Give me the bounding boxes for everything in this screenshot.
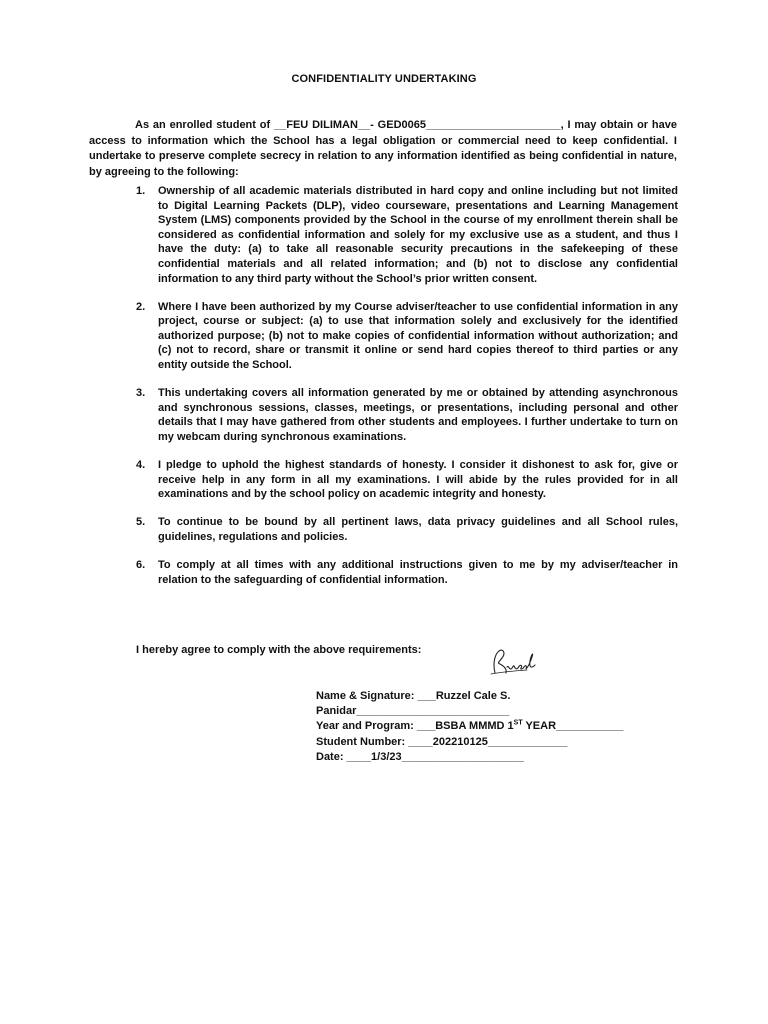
intro-paragraph: As an enrolled student of __FEU DILIMAN__- GED0065______________________, I may obtain or have access to information which the School has a legal obligation or commercial need to keep confidential. I undertake to preserve complete secrecy in relation to any information identified as being confidential in nature, by agreeing to the following: xyxy=(89,119,677,178)
date-line: Date: ____1/3/23____________________ xyxy=(316,750,524,763)
year-program-line xyxy=(316,719,676,734)
agreement-statement: I hereby agree to comply with the above requirements: xyxy=(136,644,422,656)
document-title: CONFIDENTIALITY UNDERTAKING xyxy=(291,73,477,85)
item-number: 1. xyxy=(136,185,146,197)
item-number: 2. xyxy=(136,300,146,313)
item-text: I pledge to uphold the highest standards of honesty. I consider it dishonest to ask for, give or receive help in any form in all my examinations. I will abide by the rules provided for in all examinations and by the school policy on academic integrity and honesty. xyxy=(158,459,678,501)
year-program-text: Year and Program: ___BSBA MMMD 1 xyxy=(316,720,514,733)
item-text: To continue to be bound by all pertinent laws, data privacy guidelines and all School rules, guidelines, regulations and policies. xyxy=(158,516,678,543)
year-program-suffix: YEAR___________ xyxy=(522,720,624,733)
list-item xyxy=(136,184,678,286)
item-number: 6. xyxy=(136,558,146,571)
student-info-block xyxy=(316,689,676,765)
name-continuation-line: Panidar_________________________ xyxy=(316,705,510,718)
item-number: 3. xyxy=(136,387,146,400)
list-item xyxy=(136,300,678,373)
item-text: To comply at all times with any additional instructions given to me by my adviser/teacher in relation to the safeguarding of confidential information. xyxy=(158,558,678,586)
item-text: This undertaking covers all information generated by me or obtained by attending asynchronous and synchronous sessions, classes, meetings, or presentations, including personal and other details that I may have gathered from other students and employees. I further undertake to turn on my webcam during synchronous examinations. xyxy=(158,387,678,443)
handwritten-signature xyxy=(487,643,539,679)
item-number: 5. xyxy=(136,516,146,529)
item-text: Ownership of all academic materials distributed in hard copy and online including but not limited to Digital Learning Packets (DLP), video courseware, presentations and Learning Management System (LMS) components provided by the School in the course of my enrollment therein shall be considered as confidential information and solely for my exclusive use as a student, and thus I have the duty: (a) to take all reasonable security precautions in the safekeeping of these confidential materials and all related information; and (b) not to disclose any confidential information to any third party without the School’s prior written consent. xyxy=(158,185,678,285)
undertaking-list xyxy=(136,184,678,601)
list-item xyxy=(136,515,678,544)
list-item xyxy=(136,386,678,444)
item-number: 4. xyxy=(136,459,146,471)
student-number-line: Student Number: ____202210125_____________ xyxy=(316,735,568,748)
list-item xyxy=(136,458,678,502)
item-text: Where I have been authorized by my Course adviser/teacher to use confidential information in any project, course or subject: (a) to use that information solely and exclusively for the identified authorized purpose; (b) not to make copies of confidential information without authorization; and (c) not to record, share or transmit it online or send hard copies thereof to third parties or any entity outside the School. xyxy=(158,300,678,372)
year-superscript: ST xyxy=(513,719,523,727)
name-signature-line: Name & Signature: ___Ruzzel Cale S. xyxy=(316,690,511,702)
list-item xyxy=(136,558,678,587)
